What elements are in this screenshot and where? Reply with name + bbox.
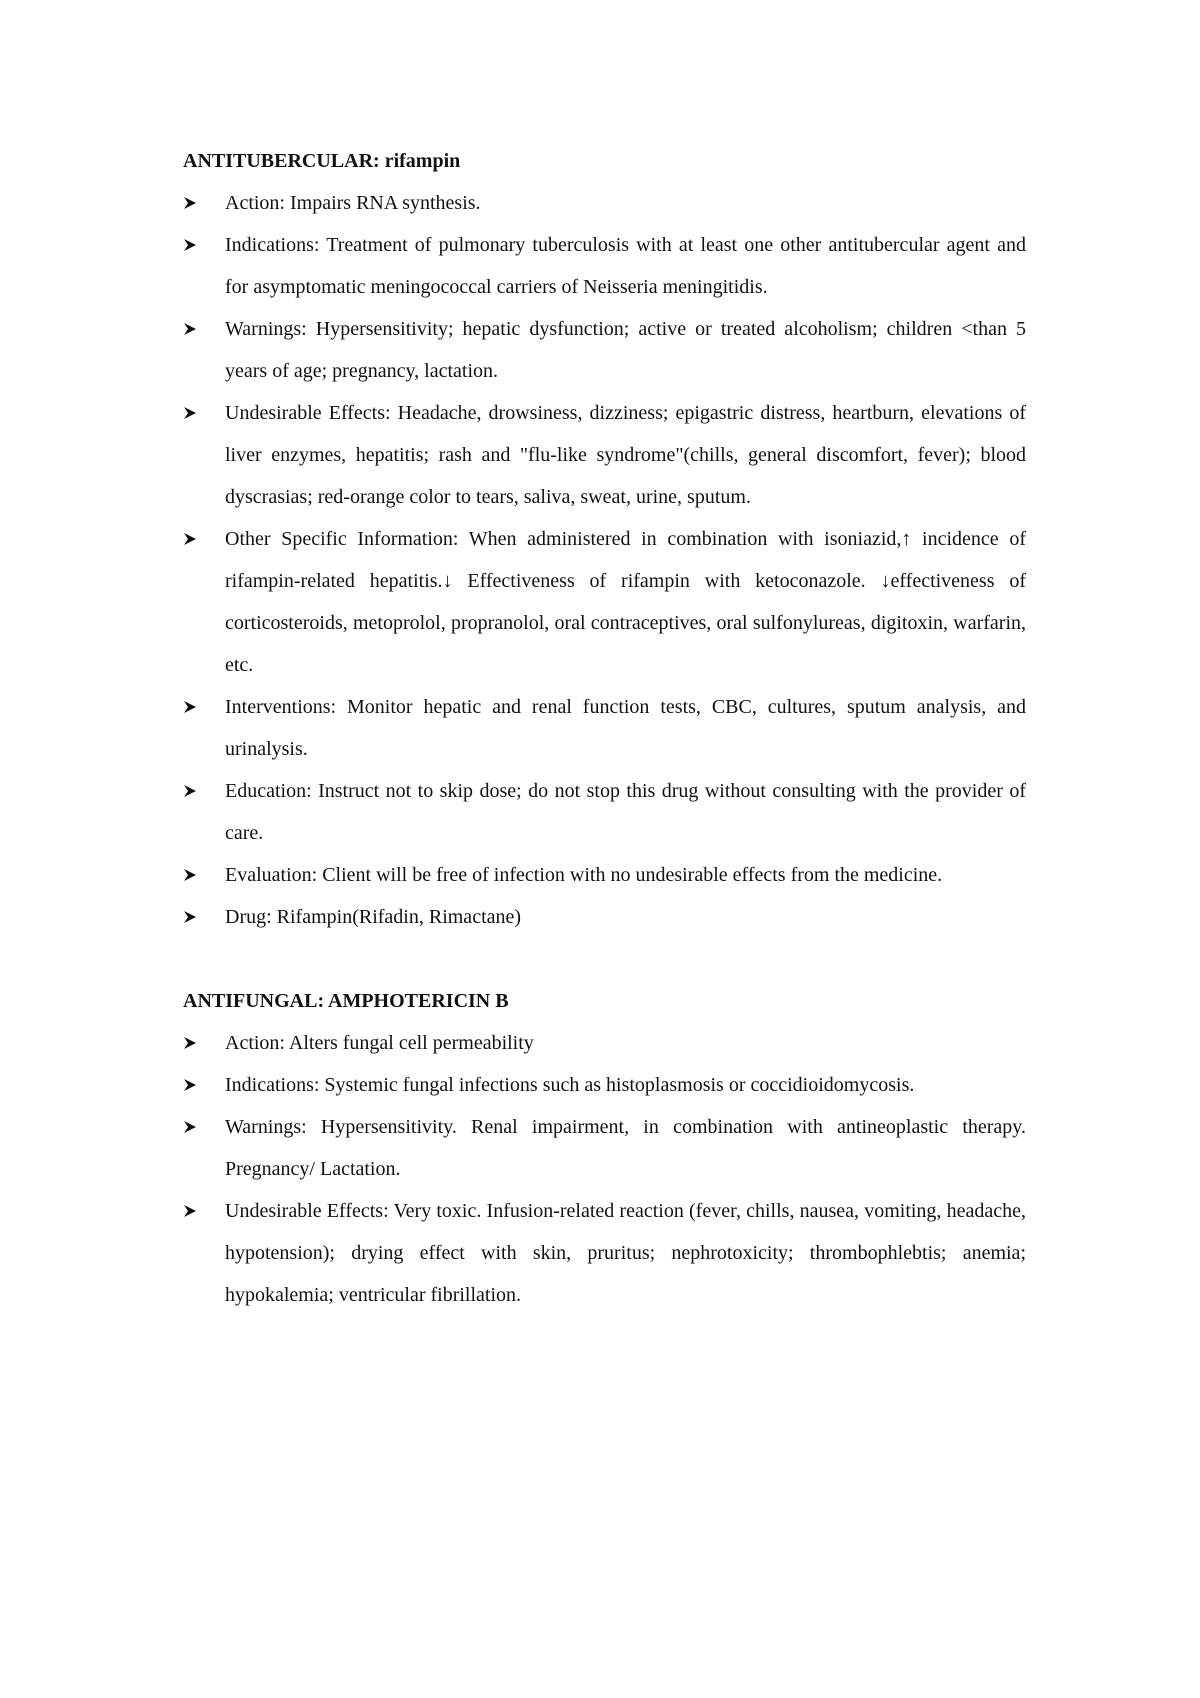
arrow-bullet-icon [183,854,209,896]
arrow-bullet-icon [183,308,209,350]
arrow-bullet-icon [183,182,209,224]
arrow-bullet-icon [183,1022,209,1064]
arrow-bullet-icon [183,1064,209,1106]
list-item [183,224,1026,308]
list-item-text: Indications: Treatment of pulmonary tuberculosis with at least one other antitubercular agent and for asymptomatic meningococcal carriers of Neisseria meningitidis. [225,234,1026,298]
section-antifungal [183,980,1026,1316]
arrow-bullet-icon [183,392,209,434]
list-item [183,1064,1026,1106]
list-item [183,686,1026,770]
arrow-bullet-icon [183,1190,209,1232]
arrow-bullet-icon [183,518,209,560]
bullet-list [183,182,1026,938]
list-item-text: Education: Instruct not to skip dose; do not stop this drug without consulting with the provider of care. [225,780,1026,844]
list-item [183,1022,1026,1064]
list-item-text: Action: Alters fungal cell permeability [225,1032,534,1054]
list-item-text: Warnings: Hypersensitivity. Renal impairment, in combination with antineoplastic therapy. Pregnancy/ Lactation. [225,1116,1026,1180]
list-item [183,770,1026,854]
section-title: ANTIFUNGAL: AMPHOTERICIN B [183,990,509,1012]
list-item [183,896,1026,938]
list-item-text: Warnings: Hypersensitivity; hepatic dysfunction; active or treated alcoholism; children <than 5 years of age; pregnancy, lactation. [225,318,1026,382]
arrow-bullet-icon [183,896,209,938]
list-item-text: Other Specific Information: When administered in combination with isoniazid,↑ incidence of rifampin-related hepatitis.↓ Effectiveness of rifampin with ketoconazole. ↓effectiveness of corticosteroids, metoprolol, propranolol, oral contraceptives, oral sulfonylureas, digitoxin, warfarin, etc. [225,528,1026,676]
list-item [183,854,1026,896]
list-item-text: Action: Impairs RNA synthesis. [225,192,481,214]
list-item-text: Drug: Rifampin(Rifadin, Rimactane) [225,906,522,928]
list-item [183,1190,1026,1316]
list-item-text: Evaluation: Client will be free of infection with no undesirable effects from the medicine. [225,864,943,886]
list-item [183,182,1026,224]
arrow-bullet-icon [183,686,209,728]
list-item-text: Interventions: Monitor hepatic and renal function tests, CBC, cultures, sputum analysis, and urinalysis. [225,696,1026,760]
list-item-text: Undesirable Effects: Headache, drowsiness, dizziness; epigastric distress, heartburn, elevations of liver enzymes, hepatitis; rash and "flu-like syndrome"(chills, general discomfort, fever); blood dyscrasias; red-orange color to tears, saliva, sweat, urine, sputum. [225,402,1026,508]
arrow-bullet-icon [183,1106,209,1148]
list-item [183,1106,1026,1190]
arrow-bullet-icon [183,224,209,266]
bullet-list [183,1022,1026,1316]
document-page [183,140,1026,1316]
list-item-text: Indications: Systemic fungal infections such as histoplasmosis or coccidioidomycosis. [225,1074,915,1096]
section-title: ANTITUBERCULAR: rifampin [183,150,461,172]
arrow-bullet-icon [183,770,209,812]
section-antitubercular [183,140,1026,938]
list-item [183,518,1026,686]
list-item [183,392,1026,518]
list-item-text: Undesirable Effects: Very toxic. Infusion-related reaction (fever, chills, nausea, vomiting, headache, hypotension); drying effect with skin, pruritus; nephrotoxicity; thrombophlebtis; anemia; hypokalemia; ventricular fibrillation. [225,1200,1026,1306]
list-item [183,308,1026,392]
